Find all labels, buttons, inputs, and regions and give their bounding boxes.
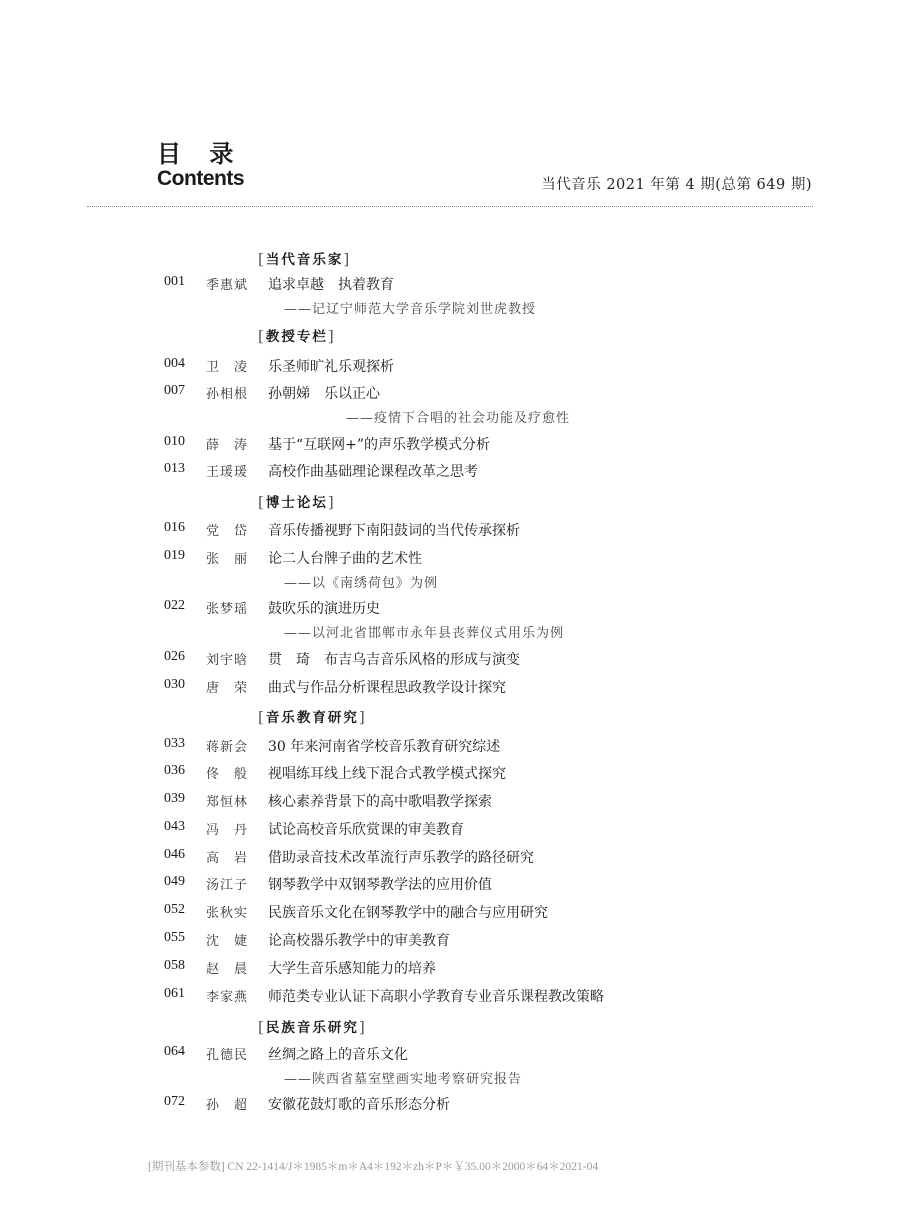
bracket: [ [258,250,266,268]
page-number: 010 [164,434,185,449]
page-number: 007 [164,383,185,398]
page-number: 061 [164,986,185,1001]
page-number: 052 [164,902,185,917]
author: 季惠斌 [206,278,249,293]
page-number: 026 [164,649,185,664]
article-title[interactable]: 核心素养背景下的高中歌唱教学探索 [268,794,492,810]
author: 唐 荣 [206,681,249,696]
bracket: [ [258,493,266,511]
author: 赵 晨 [206,962,249,977]
section-heading [258,491,336,511]
page-number: 016 [164,520,185,535]
article-title[interactable]: 论高校器乐教学中的审美教育 [268,933,450,949]
dotted-divider [87,206,813,207]
bracket: ] [358,1018,367,1036]
page-number: 064 [164,1044,185,1059]
section-heading [258,325,336,345]
author: 张 丽 [206,552,249,567]
journal-parameters-footer: [期刊基本参数] CN 22-1414/J＊1985＊m＊A4＊192＊zh＊P＊￥35.00＊2000＊64＊2021-04 [148,1161,599,1173]
article-title[interactable]: 曲式与作品分析课程思政教学设计探究 [268,680,506,696]
page-number: 036 [164,763,185,778]
article-title[interactable]: 安徽花鼓灯歌的音乐形态分析 [268,1097,450,1113]
article-title[interactable]: 丝绸之路上的音乐文化 [268,1047,408,1063]
page-title-cn: 目 录 [157,140,244,168]
article-title[interactable]: 师范类专业认证下高职小学教育专业音乐课程教改策略 [268,989,604,1005]
article-subtitle: ——疫情下合唱的社会功能及疗愈性 [346,411,571,426]
page-number: 022 [164,598,185,613]
article-title[interactable]: 借助录音技术改革流行声乐教学的路径研究 [268,850,534,866]
author: 孙 超 [206,1098,249,1113]
page-number: 033 [164,736,185,751]
section-name: 音乐教育研究 [265,710,359,726]
article-title[interactable]: 乐圣师旷礼乐观探析 [268,359,394,375]
article-title[interactable]: 民族音乐文化在钢琴教学中的融合与应用研究 [268,905,548,921]
article-subtitle: ——以河北省邯郸市永年县丧葬仪式用乐为例 [284,626,565,641]
page-number: 049 [164,874,185,889]
page-number: 043 [164,819,185,834]
bracket: [ [258,327,266,345]
page-number: 013 [164,461,185,476]
author: 冯 丹 [206,823,249,838]
article-title[interactable]: 30 年来河南省学校音乐教育研究综述 [268,739,501,755]
bracket: ] [343,250,352,268]
author: 刘宇晗 [206,653,249,668]
section-heading [258,1016,367,1036]
bracket: ] [327,327,336,345]
page-number: 072 [164,1094,185,1109]
author: 孔德民 [206,1048,249,1063]
article-title[interactable]: 视唱练耳线上线下混合式教学模式探究 [268,766,506,782]
author: 张秋实 [206,906,249,921]
article-subtitle: ——以《南绣荷包》为例 [284,576,439,591]
article-title[interactable]: 基于“互联网+”的声乐教学模式分析 [268,437,491,453]
author: 张梦瑶 [206,602,249,617]
author: 薛 涛 [206,438,249,453]
author: 蒋新会 [206,740,249,755]
page-number: 001 [164,274,185,289]
article-title[interactable]: 孙朝娣 乐以正心 [268,386,380,402]
section-name: 当代音乐家 [265,252,344,268]
article-title[interactable]: 贯 琦 布吉乌吉音乐风格的形成与演变 [268,652,520,668]
author: 郑恒林 [206,795,249,810]
bracket: ] [358,708,367,726]
page-number: 030 [164,677,185,692]
author: 佟 般 [206,767,249,782]
page-title-en: Contents [157,167,244,190]
author: 沈 婕 [206,934,249,949]
author: 孙相根 [206,387,249,402]
section-name: 教授专栏 [265,329,328,345]
author: 党 岱 [206,524,249,539]
article-title[interactable]: 论二人台牌子曲的艺术性 [268,551,422,567]
author: 王瑗瑗 [206,465,249,480]
page-number: 004 [164,356,185,371]
author: 高 岩 [206,851,249,866]
page-number: 039 [164,791,185,806]
article-subtitle: ——记辽宁师范大学音乐学院刘世虎教授 [284,302,537,317]
section-heading [258,248,351,268]
article-title[interactable]: 大学生音乐感知能力的培养 [268,961,436,977]
article-title[interactable]: 高校作曲基础理论课程改革之思考 [268,464,478,480]
page-number: 058 [164,958,185,973]
issue-info: 当代音乐 2021 年第 4 期(总第 649 期) [541,177,812,193]
author: 卫 凌 [206,360,249,375]
author: 李家燕 [206,990,249,1005]
article-title[interactable]: 钢琴教学中双钢琴教学法的应用价值 [268,877,492,893]
article-title[interactable]: 鼓吹乐的演进历史 [268,601,380,617]
author: 汤江子 [206,878,249,893]
bracket: [ [258,708,266,726]
section-heading [258,706,367,726]
page-number: 046 [164,847,185,862]
page-number: 019 [164,548,185,563]
page-number: 055 [164,930,185,945]
article-title[interactable]: 试论高校音乐欣赏课的审美教育 [268,822,464,838]
article-title[interactable]: 追求卓越 执着教育 [268,277,394,293]
bracket: ] [327,493,336,511]
section-name: 博士论坛 [265,495,328,511]
article-subtitle: ——陕西省墓室壁画实地考察研究报告 [284,1072,523,1087]
section-name: 民族音乐研究 [265,1020,359,1036]
article-title[interactable]: 音乐传播视野下南阳鼓词的当代传承探析 [268,523,520,539]
bracket: [ [258,1018,266,1036]
